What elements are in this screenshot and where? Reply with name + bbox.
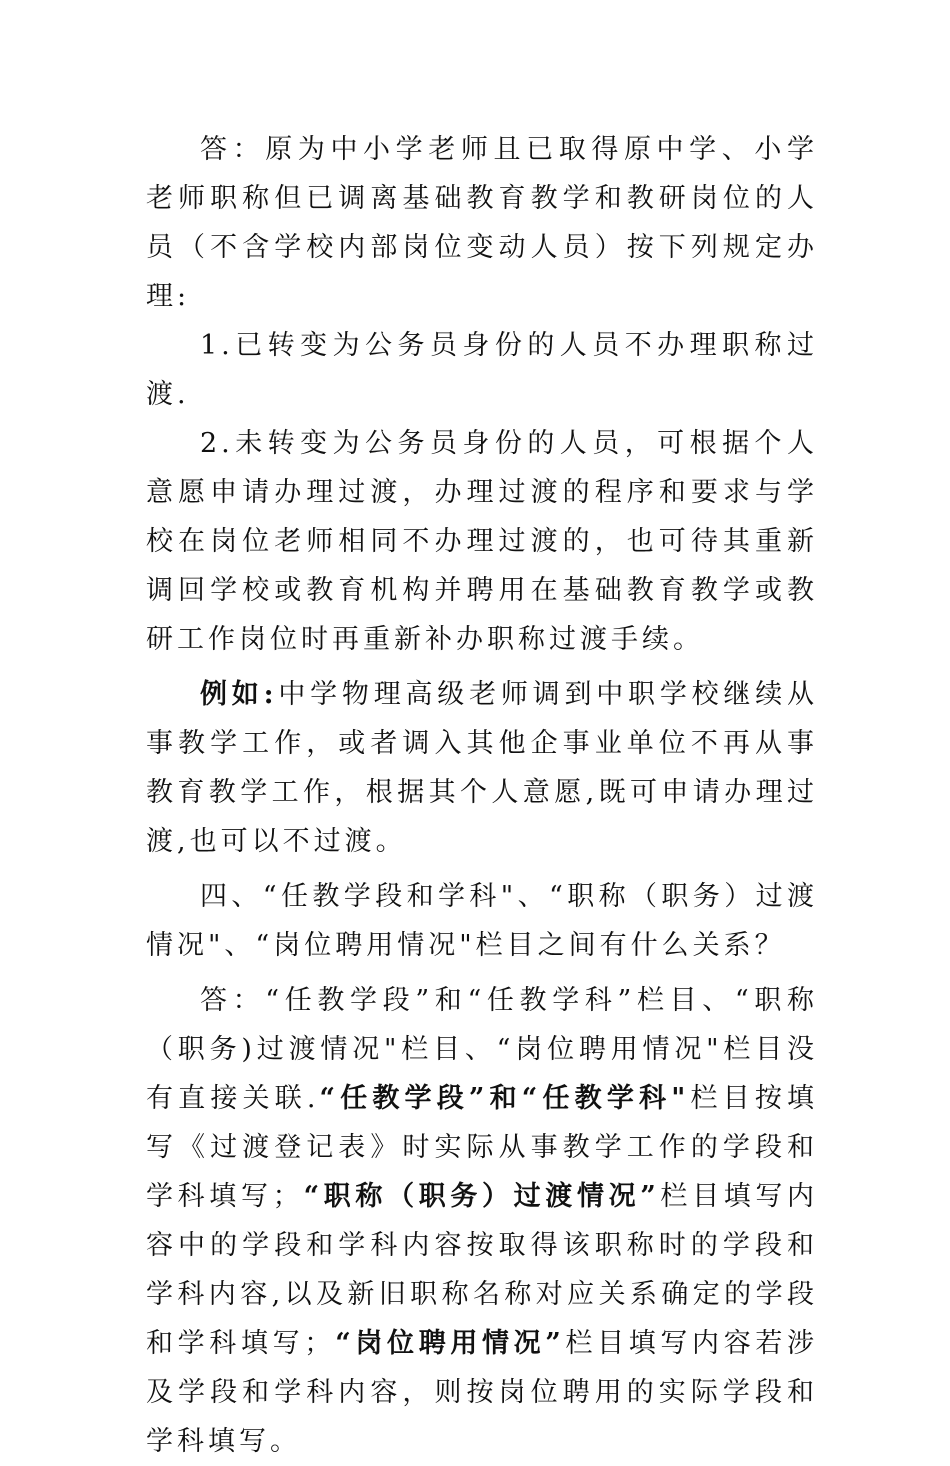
text-run: 中学物理高级老师调到中职学校继续从事教学工作，或者调入其他企事业单位不再从事教育教学工作，根据其个人意愿,既可申请办理过渡,也可以不过渡。 (146, 679, 819, 857)
example-label: 例如: (200, 679, 278, 710)
paragraph-answer-transferred-teachers (146, 125, 818, 321)
bold-term-teaching-stage-subject: “任教学段”和“任教学科" (319, 1083, 690, 1114)
bold-term-title-transition: “职称（职务）过渡情况” (303, 1181, 660, 1212)
question-heading: 四、“任教学段和学科"、“职称（职务）过渡情况"、“岗位聘用情况"栏目之间有什么关系？ (146, 881, 818, 961)
bold-term-position-employment: “岗位聘用情况” (335, 1328, 565, 1359)
text-run: 栏目填写内容若涉及学段和学科内容，则按岗位聘用的实际学段和学科填写。 (146, 1328, 819, 1457)
text-run: 栏目填写内容中的学段和学科内容按取得该职称时的学段和学科内容,以及新旧职称名称对应关系确定的学段和学科填写； (146, 1181, 819, 1359)
paragraph-example (146, 670, 818, 866)
document-page (146, 125, 818, 1466)
paragraph-answer-column-relationship (146, 976, 818, 1466)
paragraph-question-four (146, 872, 818, 970)
text-run: 2.未转变为公务员身份的人员，可根据个人意愿申请办理过渡，办理过渡的程序和要求与学校在岗位老师相同不办理过渡的，也可待其重新调回学校或教育机构并聘用在基础教育教学或教研工作岗位时再重新补办职称过渡手续。 (146, 428, 818, 655)
text-run: 答：原为中小学老师且已取得原中学、小学老师职称但已调离基础教育教学和教研岗位的人员（不含学校内部岗位变动人员）按下列规定办理: (146, 134, 818, 312)
text-run: 栏目按填写《过渡登记表》时实际从事教学工作的学段和学科填写； (146, 1083, 818, 1212)
paragraph-rule-civil-servant (146, 321, 818, 419)
paragraph-rule-non-civil-servant (146, 419, 818, 664)
text-run: 答：“任教学段”和“任教学科”栏目、“职称（职务)过渡情况"栏目、“岗位聘用情况"栏目没有直接关联. (146, 985, 818, 1114)
text-run: 1.已转变为公务员身份的人员不办理职称过渡. (146, 330, 818, 410)
